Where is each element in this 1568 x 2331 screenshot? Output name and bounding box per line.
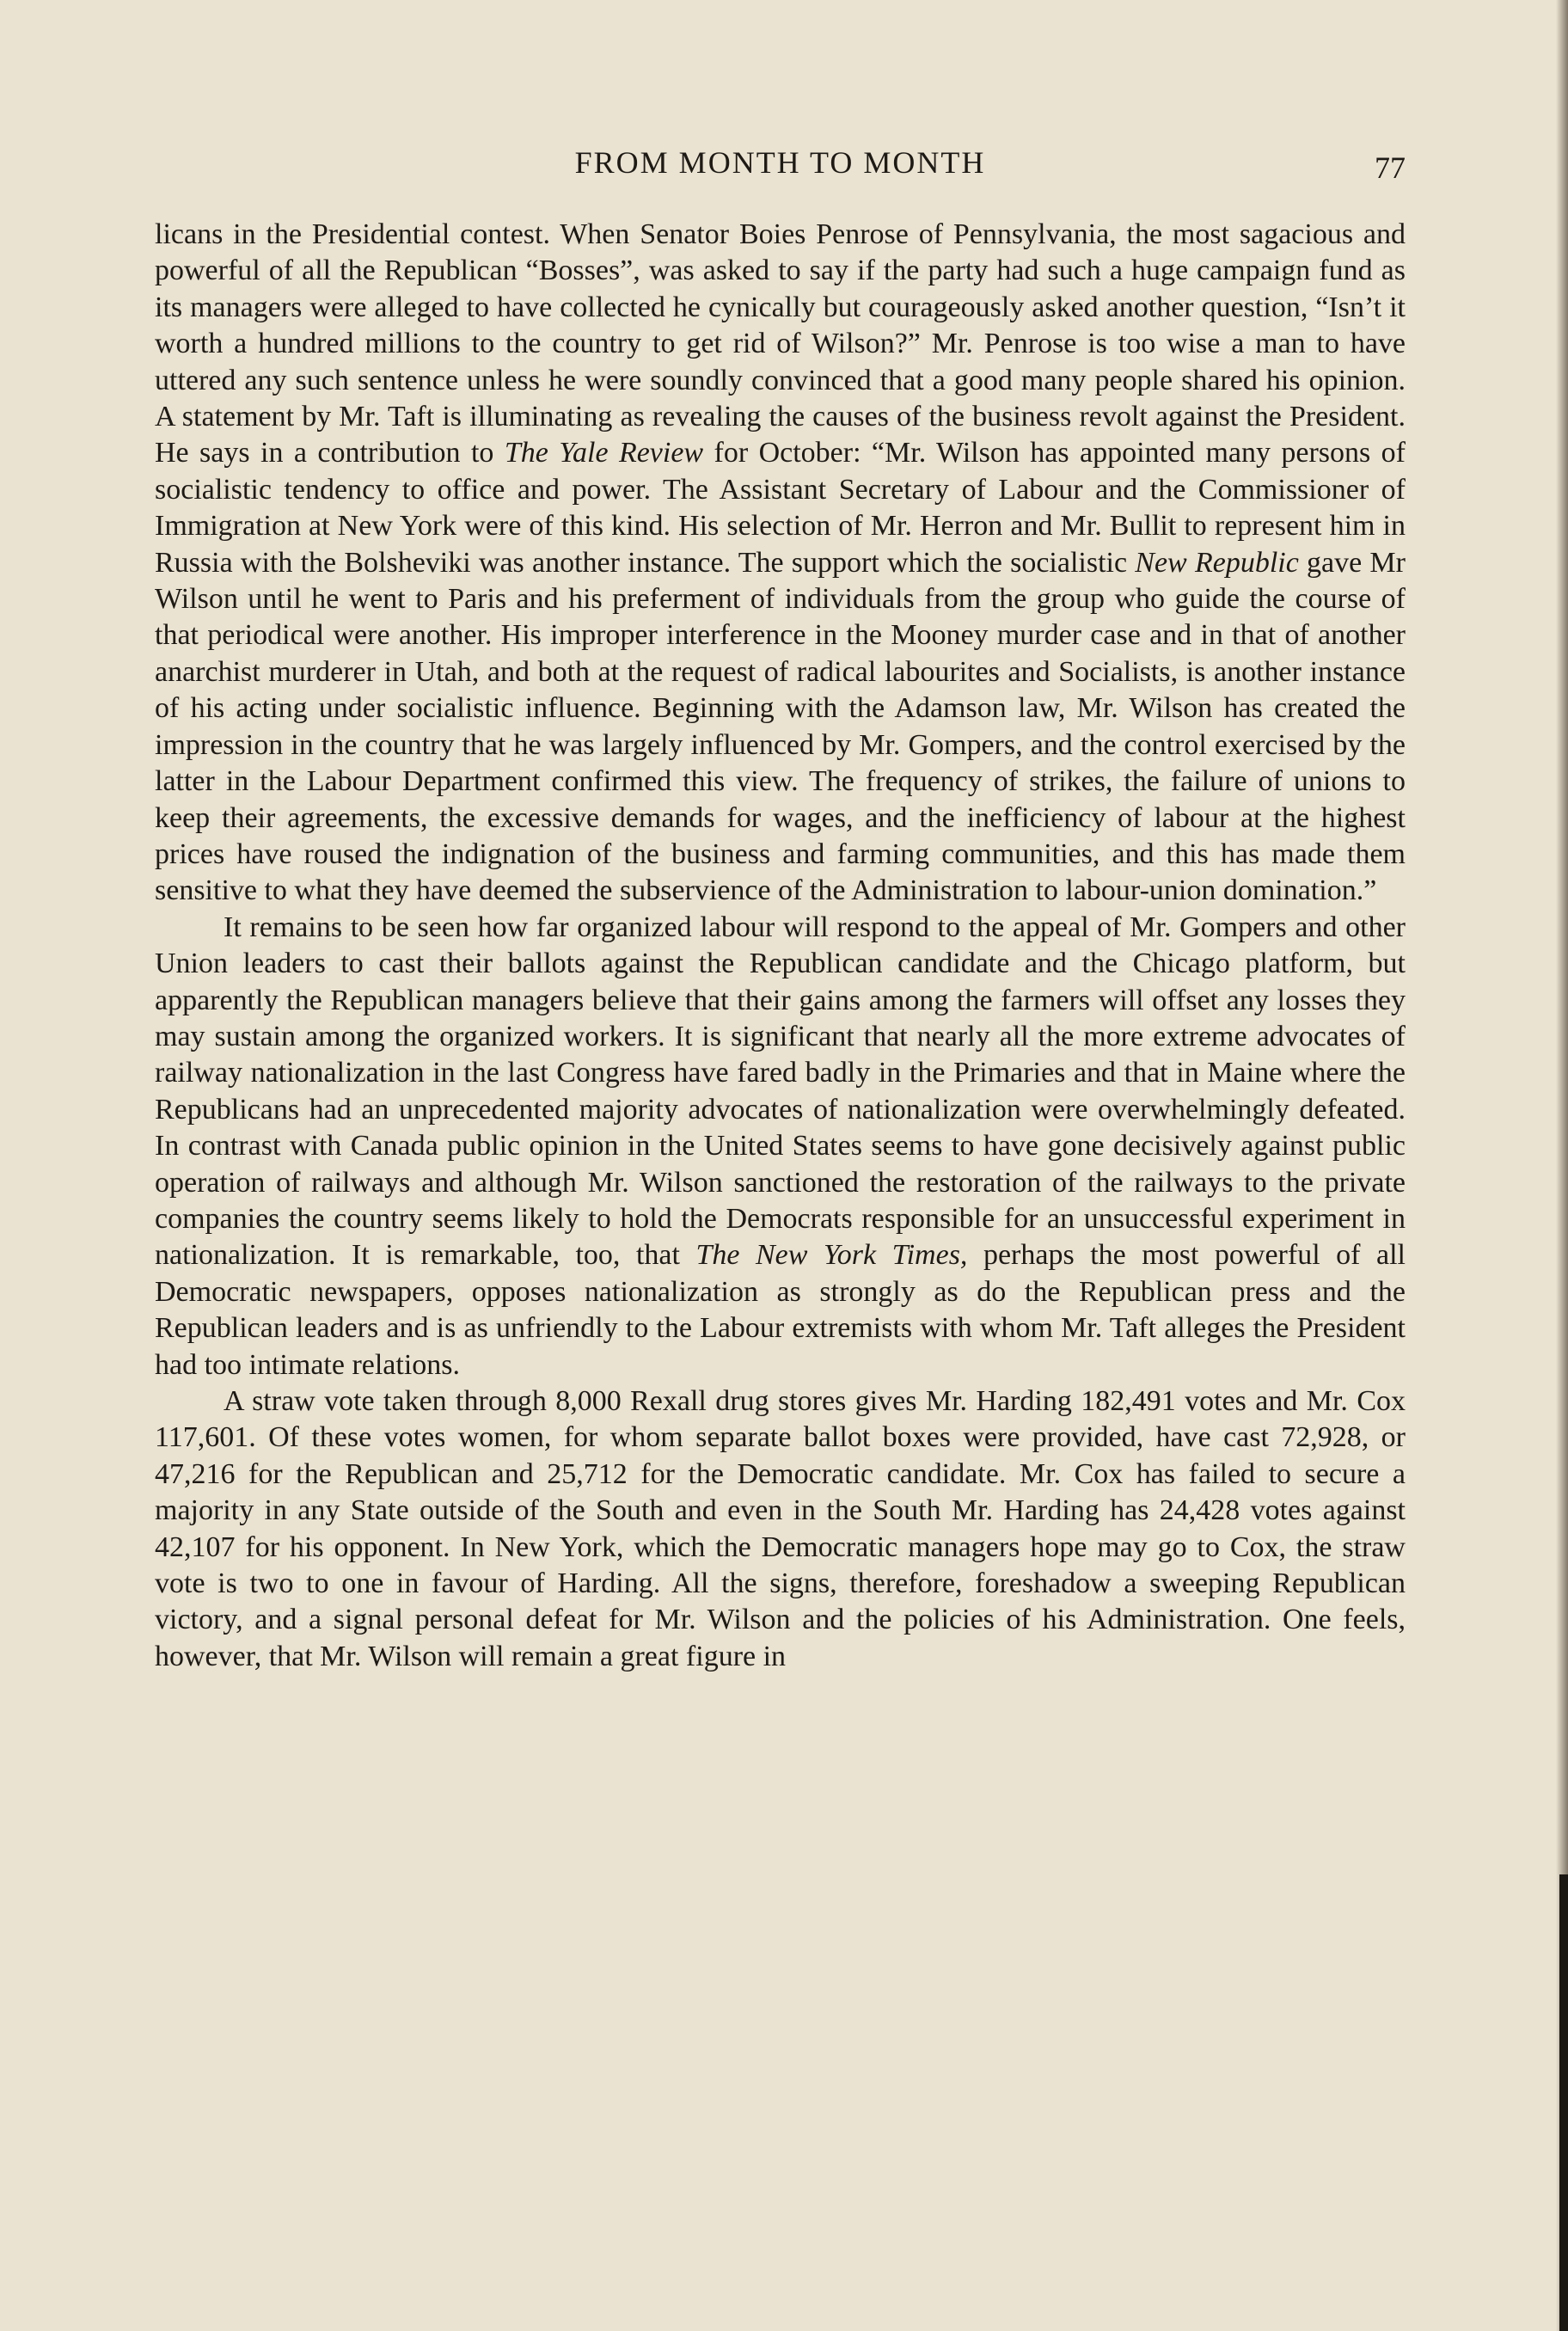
running-head: FROM MONTH TO MONTH bbox=[574, 145, 986, 180]
paragraph-2 bbox=[155, 910, 1406, 1383]
paragraph-1 bbox=[155, 217, 1406, 910]
paragraph-1-text-b: for October: “Mr. Wilson has appointed many persons of socialistic tendency to office and power. The Assistant Secretary of Labour and the Commissioner of Immigration at New York were of this kind. His selection of Mr. Herron and Mr. Bullit to represent him in Russia with the Bolsheviki was another instance. The support which the socialistic bbox=[155, 437, 1406, 579]
paragraph-2-text-a: It remains to be seen how far organized labour will respond to the appeal of Mr. Gompers and other Union leaders to cast their ballots against the Republican candidate and the Chicago platform, but apparently the Republican managers believe that their gains among the farmers will offset any losses they may sustain among the organized workers. It is significant that nearly all the more extreme advocates of railway nationalization in the last Congress have fared badly in the Primaries and that in Maine where the Republicans had an unprecedented majority advocates of nationalization were overwhelmingly defeated. In contrast with Canada public opinion in the United States seems to have gone decisively against public operation of railways and although Mr. Wilson sanctioned the restoration of the railways to the private companies the country seems likely to hold the Democrats responsible for an unsuccessful experiment in nationalization. It is remarkable, too, that bbox=[155, 911, 1406, 1272]
paragraph-1-text-a: licans in the Presidential contest. When Senator Boies Penrose of Pennsylvania, the most sagacious and powerful of all the Republican “Bosses”, was asked to say if the party had such a huge campaign fund as its managers were alleged to have collected he cynically but courageously asked another question, “Isn’t it worth a hundred millions to the country to get rid of Wilson?” Mr. Penrose is too wise a man to have uttered any such sentence unless he were soundly convinced that a good many people shared his opinion. A statement by Mr. Taft is illuminating as revealing the causes of the business revolt against the President. He says in a contribution to bbox=[155, 218, 1406, 469]
italic-title-new-republic: New Republic bbox=[1135, 546, 1299, 579]
paragraph-2-text-b: perhaps the most powerful of all Democratic newspapers, opposes nationalization as strongly as do the Republican press and the Republican leaders and is as unfriendly to the Labour extremists with whom Mr. Taft alleges the President had too intimate relations. bbox=[155, 1239, 1406, 1381]
paragraph-1-text-c: gave Mr Wilson until he went to Paris and his preferment of individuals from the group who guide the course of that periodical were another. His improper interference in the Mooney murder case and in that of another anarchist murderer in Utah, and both at the request of radical labourites and Socialists, is another instance of his acting under socialistic influence. Beginning with the Adamson law, Mr. Wilson has created the impression in the country that he was largely influenced by Mr. Gompers, and the control exercised by the latter in the Labour Department confirmed this view. The frequency of strikes, the failure of unions to keep their agreements, the excessive demands for wages, and the inefficiency of labour at the highest prices have roused the indignation of the business and farming communities, and this has made them sensitive to what they have deemed the subservience of the Administration to labour-union domination.” bbox=[155, 546, 1406, 907]
page-number: 77 bbox=[1375, 150, 1406, 185]
paragraph-3 bbox=[155, 1383, 1406, 1675]
italic-title-new-york-times: The New York Times, bbox=[695, 1239, 968, 1272]
paragraph-3-text-a: A straw vote taken through 8,000 Rexall drug stores gives Mr. Harding 182,491 votes and Mr. Cox 117,601. Of these votes women, for whom separate ballot boxes were provided, have cast 72,928, or 47,216 for the Republican and 25,712 for the Democratic candidate. Mr. Cox has failed to secure a majority in any State outside of the South and even in the South Mr. Harding has 24,428 votes against 42,107 for his opponent. In New York, which the Democratic managers hope may go to Cox, the straw vote is two to one in favour of Harding. All the signs, therefore, foreshadow a sweeping Republican victory, and a signal personal defeat for Mr. Wilson and the policies of his Administration. One feels, however, that Mr. Wilson will remain a great figure in bbox=[155, 1385, 1406, 1672]
italic-title-yale-review: The Yale Review bbox=[504, 437, 704, 469]
page-header bbox=[155, 144, 1406, 196]
article-body bbox=[155, 217, 1406, 1675]
page-edge-binding bbox=[1559, 1874, 1568, 2331]
